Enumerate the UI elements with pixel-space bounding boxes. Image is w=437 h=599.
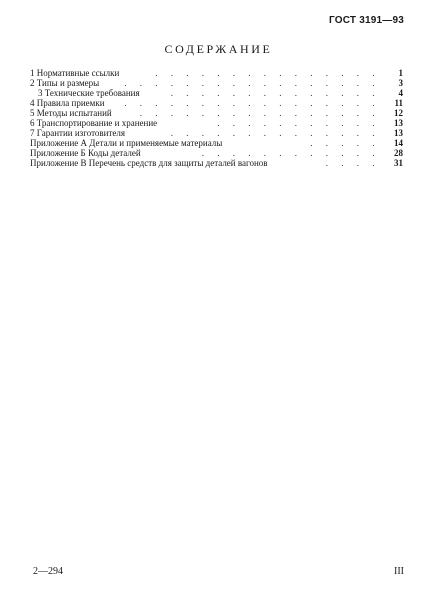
toc-page-number: 11 [394,98,403,108]
toc-leader-dots: . . . . . . . . . . . [217,118,380,128]
toc-entry [30,118,406,128]
toc-page-number: 14 [394,138,403,148]
toc-page-number: 4 [398,88,403,98]
toc-entry [30,138,406,148]
toc-entry-label: 2 Типы и размеры [30,78,100,88]
toc-leader-dots: . . . . [325,158,380,168]
toc-entry [30,128,406,138]
toc-entry [30,88,406,98]
toc-entry-label: 5 Методы испытаний [30,108,112,118]
toc-leader-dots: . . . . . . . . . . . . [201,148,380,158]
toc-entry-label: Приложение В Перечень средств для защиты деталей вагонов [30,158,268,168]
toc-leader-dots: . . . . . . . . . . . . . . . [155,68,380,78]
toc-entry-label: 3 Технические требования [38,88,140,98]
page-number: III [394,566,404,577]
toc-entry-label: Приложение А Детали и применяемые материалы [30,138,223,148]
print-signature: 2—294 [33,566,63,577]
toc-leader-dots: . . . . . . . . . . . . . . . . . [124,98,380,108]
toc-leader-dots: . . . . . . . . . . . . . . . . . [124,78,380,88]
toc-page-number: 1 [398,68,403,78]
table-of-contents [30,68,406,168]
toc-page-number: 3 [398,78,403,88]
toc-entry [30,68,406,78]
toc-entry [30,148,406,158]
toc-page-number: 28 [394,148,403,158]
toc-page-number: 12 [394,108,403,118]
toc-entry-label: Приложение Б Коды деталей [30,148,141,158]
toc-leader-dots: . . . . . . . . . . . . . . . . [139,108,380,118]
toc-page-number: 13 [394,118,403,128]
toc-entry [30,108,406,118]
toc-entry-label: 7 Гарантии изготовителя [30,128,126,138]
standard-code: ГОСТ 3191—93 [329,15,404,26]
toc-entry-label: 4 Правила приемки [30,98,105,108]
toc-leader-dots: . . . . . . . . . . . . . . [170,128,380,138]
toc-title: СОДЕРЖАНИЕ [164,42,273,56]
toc-entry-label: 6 Транспортирование и хранение [30,118,158,128]
toc-leader-dots: . . . . . [310,138,380,148]
toc-leader-dots: . . . . . . . . . . . . . . [170,88,380,98]
toc-page-number: 31 [394,158,403,168]
toc-entry [30,158,406,168]
toc-page-number: 13 [394,128,403,138]
toc-entry [30,98,406,108]
toc-entry-label: 1 Нормативные ссылки [30,68,120,78]
toc-entry [30,78,406,88]
